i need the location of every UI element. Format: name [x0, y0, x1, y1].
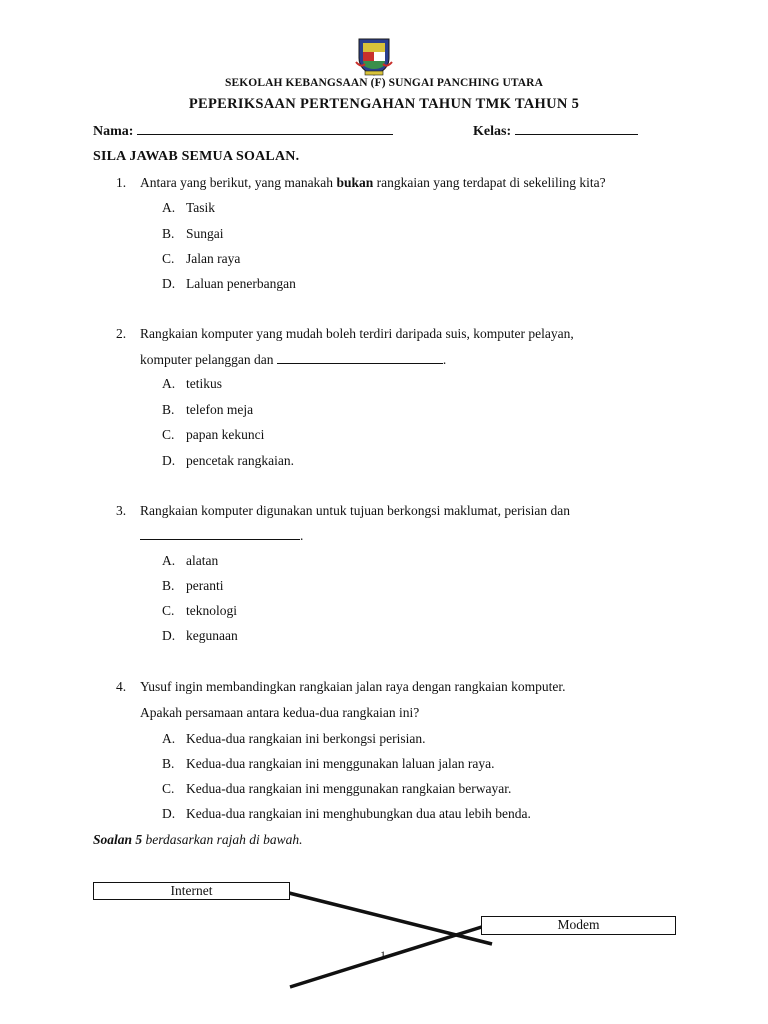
note-text: berdasarkan rajah di bawah.: [142, 832, 303, 847]
question-text: Apakah persamaan antara kedua-dua rangkaian ini?: [140, 705, 420, 720]
option-text: Kedua-dua rangkaian ini menggunakan laluan jalan raya.: [186, 756, 495, 771]
option-text: peranti: [186, 578, 224, 593]
option-letter: A.: [162, 731, 176, 746]
option-letter: B.: [162, 756, 175, 771]
question-emphasis: bukan: [336, 175, 374, 190]
question-text: Yusuf ingin membandingkan rangkaian jalan raya dengan rangkaian komputer.: [140, 679, 566, 694]
option-letter: C.: [162, 427, 175, 442]
question-text: Rangkaian komputer yang mudah boleh terdiri daripada suis, komputer pelayan,: [140, 326, 574, 341]
question-text: Antara yang berikut, yang manakah: [140, 175, 337, 190]
class-label: Kelas:: [473, 124, 512, 139]
option-text: Kedua-dua rangkaian ini menghubungkan dua atau lebih benda.: [186, 806, 531, 821]
option-letter: B.: [162, 226, 175, 241]
question-number: 3.: [116, 503, 127, 518]
instruction: SILA JAWAB SEMUA SOALAN.: [93, 149, 300, 164]
punctuation: .: [442, 352, 447, 367]
option-letter: C.: [162, 603, 175, 618]
option-letter: D.: [162, 628, 176, 643]
connector-line: [289, 893, 492, 944]
option-letter: B.: [162, 402, 175, 417]
school-name: SEKOLAH KEBANGSAAN (F) SUNGAI PANCHING UTARA: [224, 77, 543, 89]
connector-line: [290, 925, 488, 987]
option-letter: A.: [162, 553, 176, 568]
question-text: rangkaian yang terdapat di sekeliling kita?: [373, 175, 606, 190]
punctuation: .: [300, 528, 304, 543]
option-letter: C.: [162, 781, 175, 796]
option-text: papan kekunci: [186, 427, 265, 442]
option-text: Laluan penerbangan: [186, 276, 296, 291]
option-text: Jalan raya: [186, 251, 241, 266]
exam-title: PEPERIKSAAN PERTENGAHAN TAHUN TMK TAHUN 5: [188, 96, 580, 112]
page-number: 1: [380, 948, 386, 962]
option-letter: D.: [162, 453, 176, 468]
option-text: teknologi: [186, 603, 237, 618]
option-letter: D.: [162, 276, 176, 291]
option-text: Kedua-dua rangkaian ini menggunakan rangkaian berwayar.: [186, 781, 512, 796]
option-text: alatan: [186, 553, 219, 568]
option-letter: D.: [162, 806, 176, 821]
question-text: Rangkaian komputer digunakan untuk tujuan berkongsi maklumat, perisian dan: [140, 503, 571, 518]
option-letter: A.: [162, 200, 176, 215]
modem-box[interactable]: Modem: [481, 916, 676, 935]
question-number: 1.: [116, 175, 127, 190]
name-label: Nama:: [93, 124, 134, 139]
option-text: tetikus: [186, 376, 222, 391]
option-letter: B.: [162, 578, 175, 593]
question-number: 2.: [116, 326, 127, 341]
option-letter: C.: [162, 251, 175, 266]
option-text: Kedua-dua rangkaian ini berkongsi perisian.: [186, 731, 426, 746]
option-text: telefon meja: [186, 402, 254, 417]
option-letter: A.: [162, 376, 176, 391]
option-text: kegunaan: [186, 628, 238, 643]
option-text: pencetak rangkaian.: [186, 453, 294, 468]
note-emphasis: Soalan 5: [93, 832, 143, 847]
question-number: 4.: [116, 679, 127, 694]
option-text: Sungai: [186, 226, 224, 241]
internet-box[interactable]: Internet: [93, 882, 290, 900]
question-text: komputer pelanggan dan: [140, 352, 274, 367]
option-text: Tasik: [186, 200, 216, 215]
